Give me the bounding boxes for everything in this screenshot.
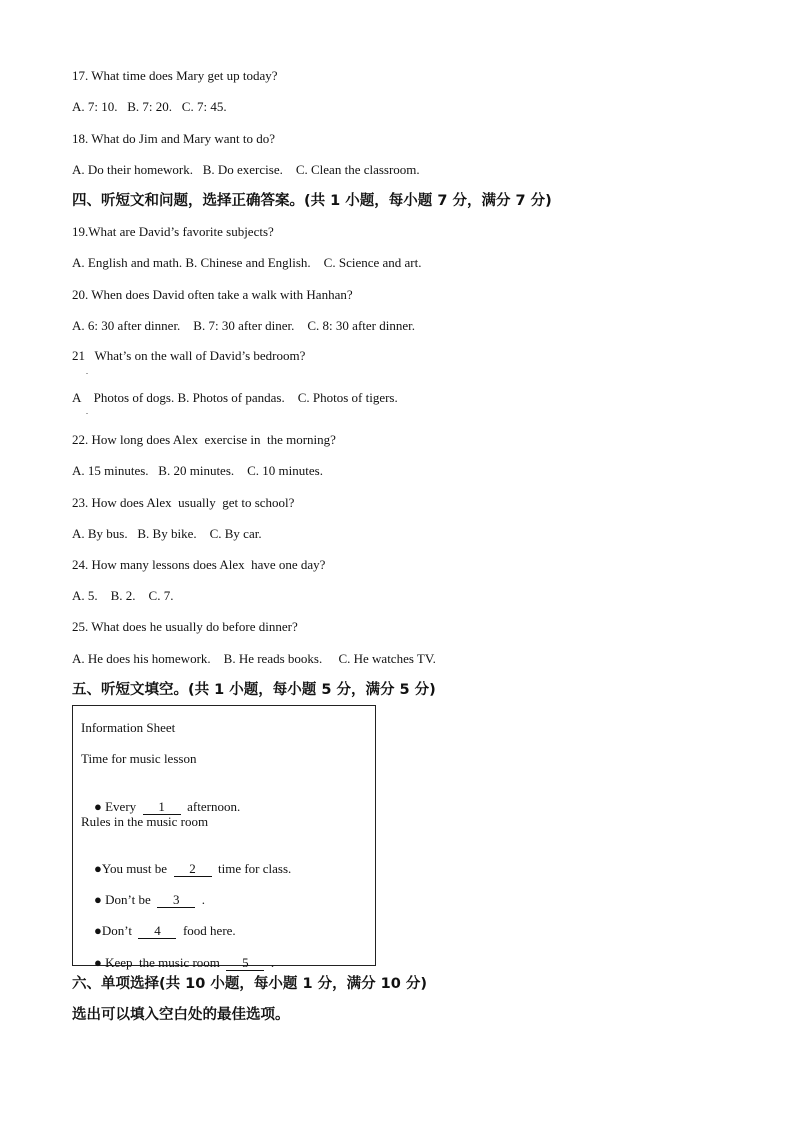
options-22: A. 15 minutes. B. 20 minutes. C. 10 minutes. <box>72 463 323 478</box>
bullet-icon: ● <box>94 923 102 938</box>
sheet-item-1: ● Every 1 afternoon. <box>94 799 241 814</box>
question-24: 24. How many lessons does Alex have one day? <box>72 557 326 572</box>
sheet-item-2: ●You must be 2 time for class. <box>94 861 292 876</box>
stray-dot: . <box>86 407 88 416</box>
question-17: 17. What time does Mary get up today? <box>72 68 278 83</box>
blank-4: 4 <box>138 924 176 939</box>
options-25: A. He does his homework. B. He reads books. C. He watches TV. <box>72 651 436 666</box>
section-five-heading: 五、听短文填空。(共 1 小题，每小题 5 分，满分 5 分) <box>72 682 436 698</box>
stray-dot: . <box>86 367 88 376</box>
section-six-instruction: 选出可以填入空白处的最佳选项。 <box>72 1007 290 1023</box>
options-23: A. By bus. B. By bike. C. By car. <box>72 526 262 541</box>
options-18: A. Do their homework. B. Do exercise. C. Clean the classroom. <box>72 162 420 177</box>
options-24: A. 5. B. 2. C. 7. <box>72 588 174 603</box>
bullet-icon: ● <box>94 955 102 970</box>
blank-5: 5 <box>226 956 264 971</box>
question-20: 20. When does David often take a walk with Hanhan? <box>72 287 353 302</box>
sheet-item-5: ● Keep the music room 5 . <box>94 955 275 970</box>
bullet-icon: ● <box>94 861 102 876</box>
sheet-item-4: ●Don’t 4 food here. <box>94 923 236 938</box>
blank-2: 2 <box>174 862 212 877</box>
section-six-heading: 六、单项选择(共 10 小题，每小题 1 分，满分 10 分) <box>72 976 427 992</box>
rules-heading: Rules in the music room <box>81 814 209 829</box>
options-21: A Photos of dogs. B. Photos of pandas. C. Photos of tigers. <box>72 390 398 405</box>
information-sheet <box>72 705 376 970</box>
bullet-icon: ● <box>94 799 102 814</box>
options-19: A. English and math. B. Chinese and English. C. Science and art. <box>72 255 422 270</box>
blank-1: 1 <box>143 800 181 815</box>
options-17: A. 7: 10. B. 7: 20. C. 7: 45. <box>72 99 227 114</box>
question-22: 22. How long does Alex exercise in the morning? <box>72 432 336 447</box>
section-four-heading: 四、听短文和问题，选择正确答案。(共 1 小题，每小题 7 分，满分 7 分) <box>72 193 552 209</box>
question-21: 21 What’s on the wall of David’s bedroom? <box>72 348 306 363</box>
options-20: A. 6: 30 after dinner. B. 7: 30 after diner. C. 8: 30 after dinner. <box>72 318 415 333</box>
blank-3: 3 <box>157 893 195 908</box>
sheet-item-3: ● Don’t be 3 . <box>94 892 205 907</box>
time-heading: Time for music lesson <box>81 751 197 766</box>
sheet-title: Information Sheet <box>81 720 176 735</box>
question-25: 25. What does he usually do before dinner? <box>72 619 298 634</box>
bullet-icon: ● <box>94 892 102 907</box>
question-19: 19.What are David’s favorite subjects? <box>72 224 274 239</box>
question-18: 18. What do Jim and Mary want to do? <box>72 131 276 146</box>
question-23: 23. How does Alex usually get to school? <box>72 495 295 510</box>
